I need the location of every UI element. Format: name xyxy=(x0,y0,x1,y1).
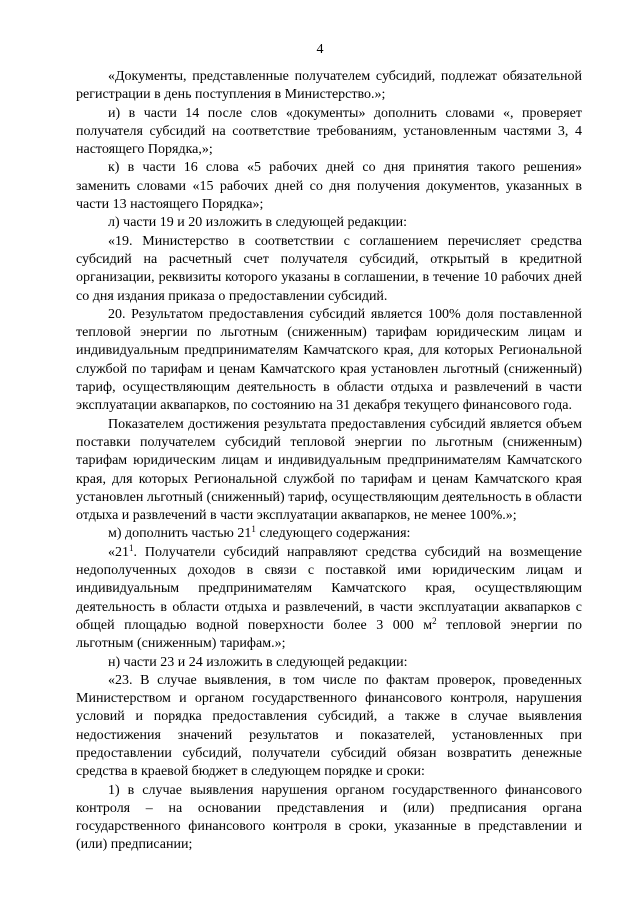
part-21-1-text-end: тепловой энергии по льготным (сниженным) тарифам.»; xyxy=(76,617,582,652)
paragraph-item-l: л) части 19 и 20 изложить в следующей редакции: xyxy=(108,215,407,231)
paragraph-part-23: «23. В случае выявления, в том числе по фактам проверок, проведенных Министерством и органом государственного финансового контроля, нарушения условий и порядка предоставления субсидий, а также в случае выявления недостижения значений результатов и показателей, установленных при предоставлении субсидий, получатели субсидий обязан возвратить денежные средства в краевой бюджет в следующем порядке и сроки: xyxy=(76,672,582,780)
paragraph-item-i: и) в части 14 после слов «документы» дополнить словами «, проверяет получателя субсидий на соответствие требованиям, установленным частями 3, 4 настоящего Порядка,»; xyxy=(76,105,582,158)
part-21-1-superscript: 1 xyxy=(129,542,134,553)
paragraph-item-m xyxy=(76,525,582,543)
paragraph-part-21-1 xyxy=(76,544,582,654)
paragraph-item-k: к) в части 16 слова «5 рабочих дней со дня принятия такого решения» заменить словами «15 рабочих дней со дня получения документов, указанных в части 13 настоящего Порядка»; xyxy=(76,160,582,213)
paragraph-item-n: н) части 23 и 24 изложить в следующей редакции: xyxy=(108,654,408,670)
item-m-text-after: следующего содержания: xyxy=(255,526,411,542)
paragraph-indicator: Показателем достижения результата предоставления субсидий является объем поставки получателем субсидий тепловой энергии по льготным (сниженным) тарифам юридическим лицам и индивидуальным предпринимателям Камчатского края, для которых Региональной службой по тарифам и ценам Камчатского края установлен льготный (сниженный) тариф, осуществляющим деятельность в области отдыха и развлечений в части эксплуатации аквапарков, не менее 100%.»; xyxy=(76,416,582,524)
square-meter-superscript: 2 xyxy=(432,615,437,626)
paragraph-part-20: 20. Результатом предоставления субсидий является 100% доля поставленной тепловой энергии по льготным (сниженным) тарифам юридическим лицам и индивидуальным предпринимателям Камчатского края, для которых Региональной службой по тарифам и ценам Камчатского края установлен льготный (сниженный) тариф, осуществляющим деятельность в области отдыха и развлечений в части эксплуатации аквапарков, по состоянию на 31 декабря текущего финансового года. xyxy=(76,306,582,414)
document-body xyxy=(76,68,582,855)
part-21-1-number: «21 xyxy=(108,544,129,560)
paragraph-subitem-1: 1) в случае выявления нарушения органом государственного финансового контроля – на основании представления и (или) предписания органа государственного финансового контроля в сроки, указанные в представлении и (или) предписании; xyxy=(76,782,582,853)
item-m-text-before: м) дополнить частью 21 xyxy=(108,526,252,542)
paragraph-registration: «Документы, представленные получателем субсидий, подлежат обязательной регистрации в день поступления в Министерство.»; xyxy=(76,69,582,103)
paragraph-part-19: «19. Министерство в соответствии с соглашением перечисляет средства субсидий на расчетный счет получателя субсидий, открытый в кредитной организации, реквизиты которого указаны в соглашении, в течение 10 рабочих дней со дня издания приказа о предоставлении субсидий. xyxy=(76,233,582,304)
item-m-superscript: 1 xyxy=(251,524,256,535)
page-number: 4 xyxy=(316,42,324,57)
part-21-1-text: . Получатели субсидий направляют средства субсидий на возмещение недополученных доходов в связи с поставкой ими юридическим лицам и индивидуальным предпринимателям Камчатского края, осуществляющим деятельность в области отдыха и развлечений, в части эксплуатации аквапарков с общей площадью водной поверхности более 3 000 м xyxy=(76,544,582,633)
